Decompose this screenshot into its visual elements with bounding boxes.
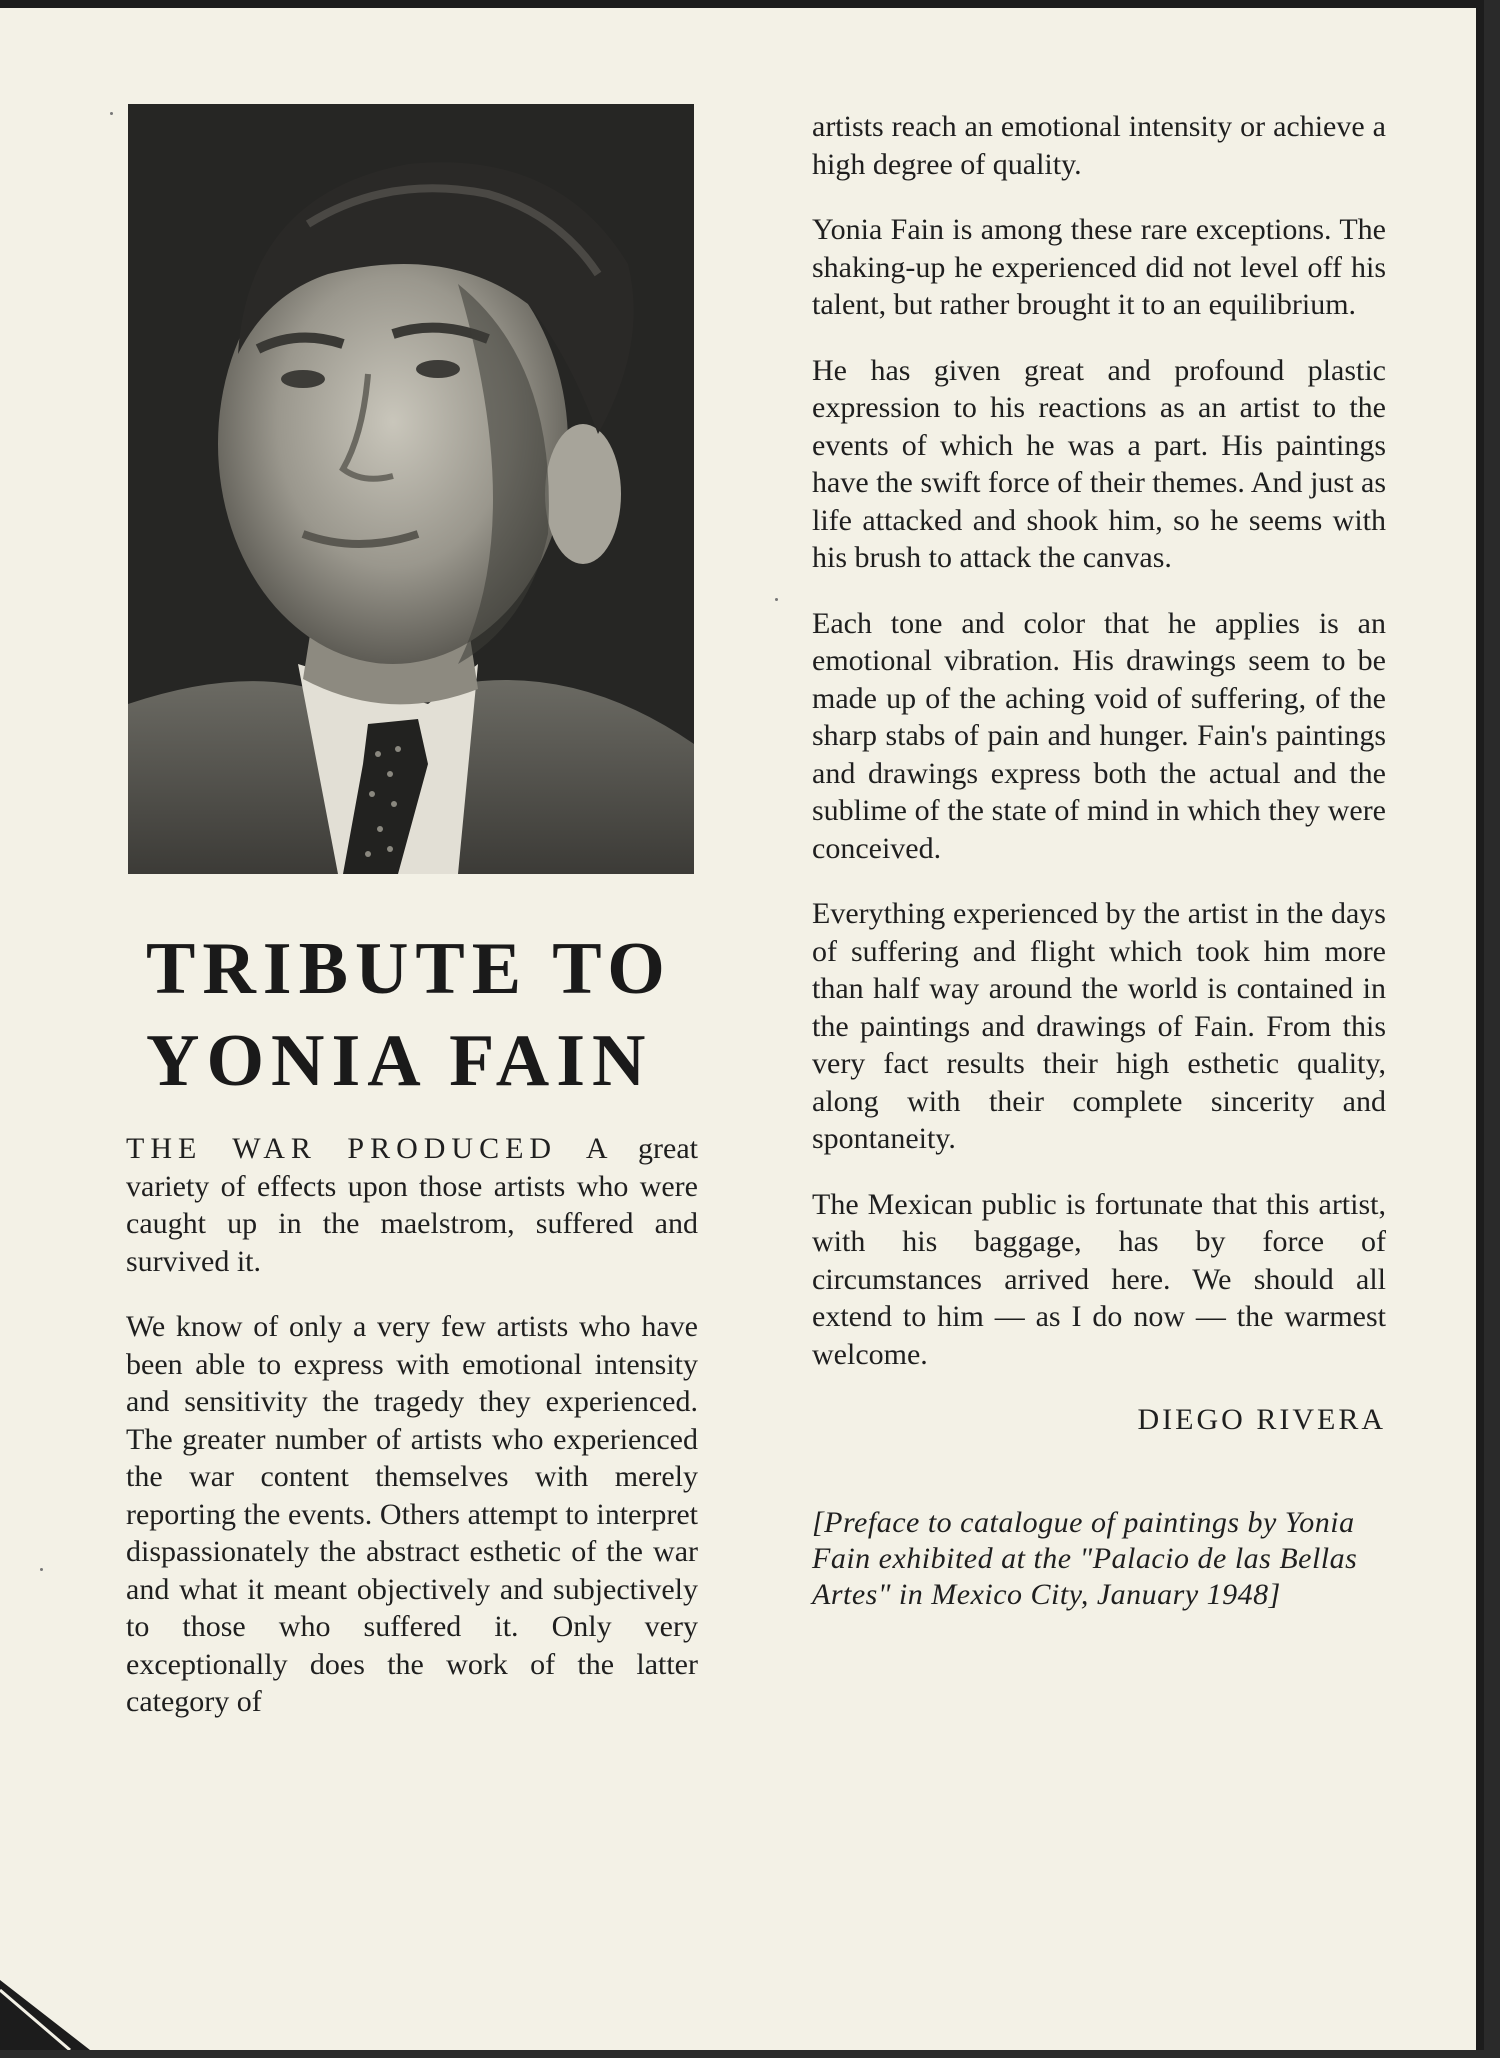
paragraph: The Mexican public is fortunate that this artist, with his baggage, has by force of circumstances arrived here. We should all extend to him — as I do now — the warmest welcome. [812, 1187, 1386, 1371]
page-corner-icon [0, 1980, 90, 2050]
portrait-photo [128, 104, 694, 874]
paragraph: Everything experienced by the artist in the days of suffering and flight which took him more than half way around the world is contained in the paintings and drawings of Fain. From this very fact results their high esthetic quality, along with their complete sincerity and spontaneity. [812, 897, 1386, 1155]
paragraph: Yonia Fain is among these rare exceptions. The shaking-up he experienced did not level off his talent, but rather brought it to an equilibrium. [812, 213, 1386, 321]
paragraph: We know of only a very few artists who have been able to express with emotional intensity and sensitivity the tragedy they experienced. The greater number of artists who experienced the war content themselves with merely reporting the events. Others attempt to interpret dispassionately the abstract esthetic of the war and what it meant objectively and subjectively to those who suffered it. Only very exceptionally does the work of the latter category of [126, 1310, 698, 1718]
paragraph: He has given great and profound plastic expression to his reactions as an artist to the events of which he was a part. His paintings have the swift force of their themes. And just as life attacked and shook him, so he seems with his brush to attack the canvas. [812, 353, 1386, 574]
title-line-1: TRIBUTE TO [146, 928, 672, 1010]
right-column [812, 108, 1386, 1641]
paragraph: Each tone and color that he applies is an emotional vibration. His drawings seem to be made up of the aching void of suffering, of the sharp stabs of pain and hunger. Fain's paintings and drawings express both the actual and the sublime of the state of mind in which they were conceived. [812, 606, 1386, 865]
paragraph [126, 1130, 698, 1280]
paper-speck [40, 1568, 43, 1571]
paper-speck [110, 112, 113, 115]
paragraph-text: great variety of effects upon those artists who were caught up in the maelstrom, suffered and survived it. [126, 1132, 699, 1278]
paragraph: artists reach an emotional intensity or achieve a high degree of quality. [812, 110, 1386, 181]
page-title [146, 923, 706, 1107]
signature: DIEGO RIVERA [1137, 1403, 1386, 1436]
lead-caps: THE WAR PRODUCED A [126, 1132, 614, 1165]
paper-speck [775, 598, 778, 601]
portrait-photo-icon [128, 104, 694, 874]
preface-note: [Preface to catalogue of paintings by Yonia Fain exhibited at the "Palacio de las Bellas Artes" in Mexico City, January 1948] [812, 1505, 1358, 1611]
left-column [126, 1130, 698, 1749]
title-line-2: YONIA FAIN [146, 1020, 653, 1102]
